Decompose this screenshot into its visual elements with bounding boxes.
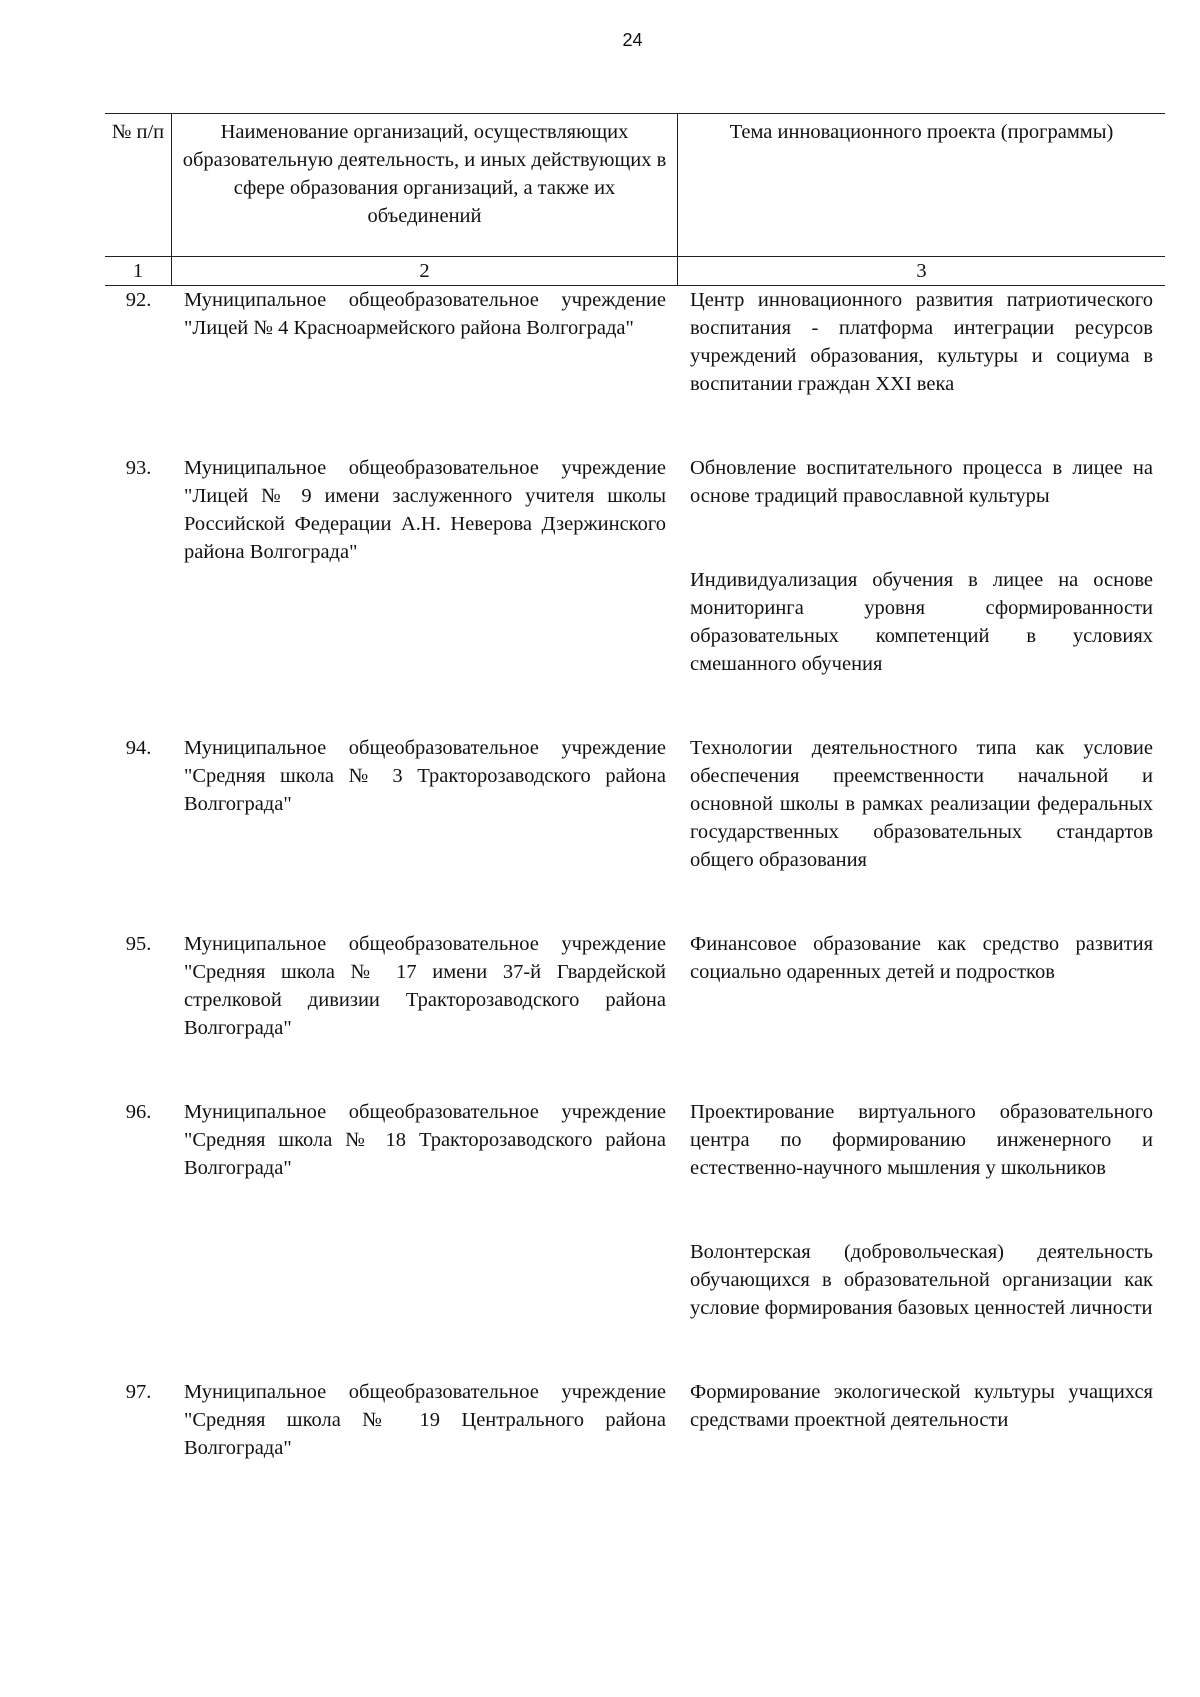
header-number: № п/п [105, 114, 172, 256]
organization-name: Муниципальное общеобразовательное учреждение "Средняя школа № 3 Тракторозаводского района Волгограда" [184, 737, 666, 815]
project-topics [678, 734, 1165, 874]
project-topics [678, 1378, 1165, 1462]
row-number: 94. [125, 737, 152, 759]
column-numbers-row [105, 257, 1165, 286]
table-body [105, 286, 1165, 1462]
table-row [105, 454, 1165, 678]
row-number: 92. [125, 289, 152, 311]
organization-name: Муниципальное общеобразовательное учреждение "Средняя школа № 19 Центрального района Волгограда" [184, 1381, 666, 1459]
table-row [105, 1378, 1165, 1462]
table-row [105, 734, 1165, 874]
project-topics [678, 454, 1165, 678]
page-number: 24 [622, 30, 643, 50]
projects-table [105, 113, 1165, 1462]
row-number: 95. [125, 933, 152, 955]
table-row [105, 930, 1165, 1042]
project-topic: Технологии деятельностного типа как условие обеспечения преемственности начальной и основной школы в рамках реализации федеральных государственных образовательных стандартов общего образования [690, 737, 1153, 871]
column-number-1: 1 [105, 257, 172, 285]
organization-name: Муниципальное общеобразовательное учреждение "Лицей № 9 имени заслуженного учителя школы Российской Федерации А.Н. Неверова Дзержинского района Волгограда" [184, 457, 666, 563]
project-topic: Обновление воспитательного процесса в лицее на основе традиций православной культуры [690, 457, 1153, 507]
organization-name: Муниципальное общеобразовательное учреждение "Средняя школа № 17 имени 37-й Гвардейской стрелковой дивизии Тракторозаводского района Волгограда" [184, 933, 666, 1039]
row-number: 96. [125, 1101, 152, 1123]
project-topics [678, 930, 1165, 1042]
header-project-topic: Тема инновационного проекта (программы) [729, 121, 1114, 143]
project-topics [678, 1098, 1165, 1322]
project-topic: Финансовое образование как средство развития социально одаренных детей и подростков [690, 933, 1153, 983]
table-row [105, 286, 1165, 398]
row-number: 97. [125, 1381, 152, 1403]
project-topic: Проектирование виртуального образовательного центра по формированию инженерного и естественно-научного мышления у школьников [690, 1101, 1153, 1179]
header-organization: Наименование организаций, осуществляющих образовательную деятельность, и иных действующих в сфере образования организаций, а также их объединений [172, 114, 678, 256]
project-topics [678, 286, 1165, 398]
project-topic: Индивидуализация обучения в лицее на основе мониторинга уровня сформированности образовательных компетенций в условиях смешанного обучения [690, 569, 1153, 675]
organization-name: Муниципальное общеобразовательное учреждение "Лицей № 4 Красноармейского района Волгограда" [184, 289, 666, 339]
project-topic: Центр инновационного развития патриотического воспитания - платформа интеграции ресурсов учреждений образования, культуры и социума в воспитании граждан XXI века [690, 289, 1153, 395]
organization-name: Муниципальное общеобразовательное учреждение "Средняя школа № 18 Тракторозаводского района Волгограда" [184, 1101, 666, 1179]
table-header [105, 113, 1165, 257]
table-row [105, 1098, 1165, 1322]
row-number: 93. [125, 457, 152, 479]
column-number-3: 3 [916, 260, 927, 282]
project-topic: Волонтерская (добровольческая) деятельность обучающихся в образовательной организации как условие формирования базовых ценностей личности [690, 1241, 1153, 1319]
column-number-2: 2 [172, 257, 678, 285]
project-topic: Формирование экологической культуры учащихся средствами проектной деятельности [690, 1381, 1153, 1431]
